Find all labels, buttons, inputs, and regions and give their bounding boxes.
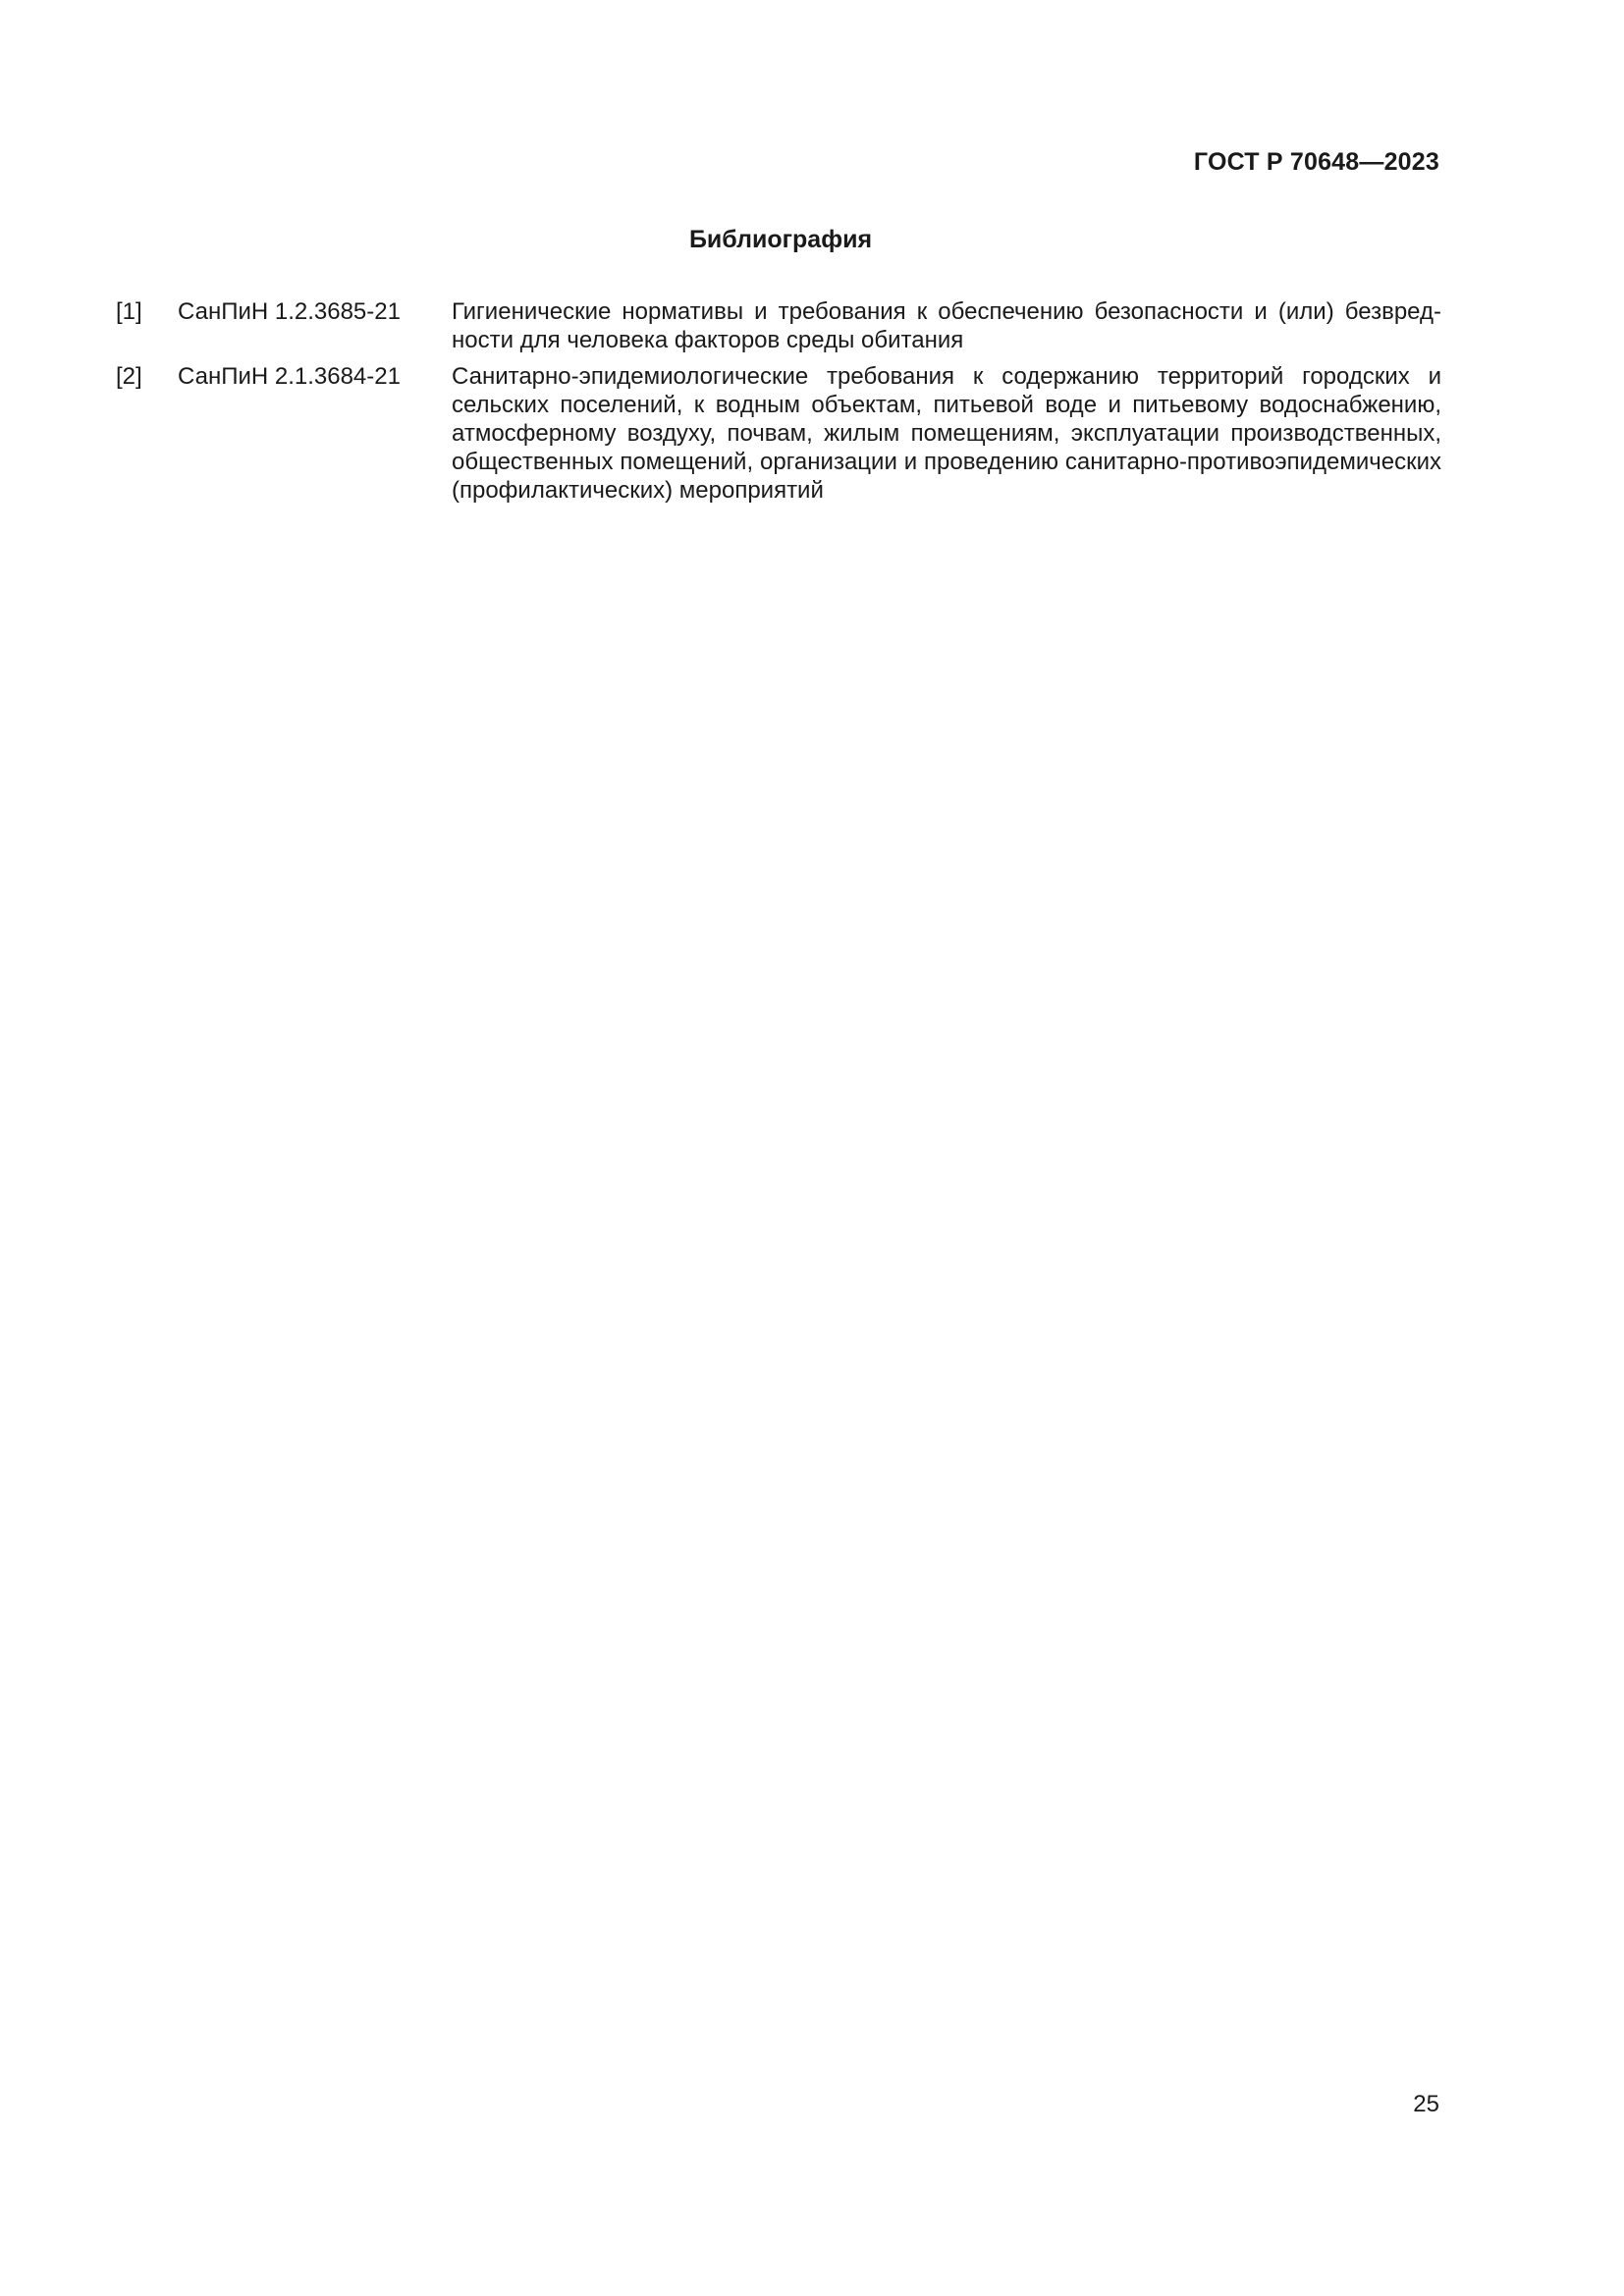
- page-number: 25: [1413, 2091, 1439, 2117]
- bibliography-entry: [116, 297, 1441, 354]
- section-title: Библиография: [688, 226, 873, 253]
- entry-description: Гигиенические нормативы и требования к обеспечению безопасности и (или) безвредности для человека факторов среды обитания: [452, 298, 1441, 353]
- entry-code: СанПиН 1.2.3685-21: [178, 298, 401, 325]
- entry-number: [2]: [116, 363, 142, 390]
- bibliography-entry: [116, 362, 1441, 505]
- document-code: ГОСТ Р 70648—2023: [1193, 148, 1439, 176]
- entry-number: [1]: [116, 298, 142, 325]
- entry-description: Санитарно-эпидемиологические требования к содержанию территорий городских и сельских поселений, к водным объектам, питьевой воде и питьевому водоснабжению, атмосферному воздуху, почвам, жилым помещениям, эксплуатации производственных, общественных помещений, организации и проведению санитарно-противоэпидемических (профилактических) мероприятий: [452, 363, 1441, 504]
- bibliography-list: [116, 297, 1441, 512]
- entry-code: СанПиН 2.1.3684-21: [178, 363, 401, 390]
